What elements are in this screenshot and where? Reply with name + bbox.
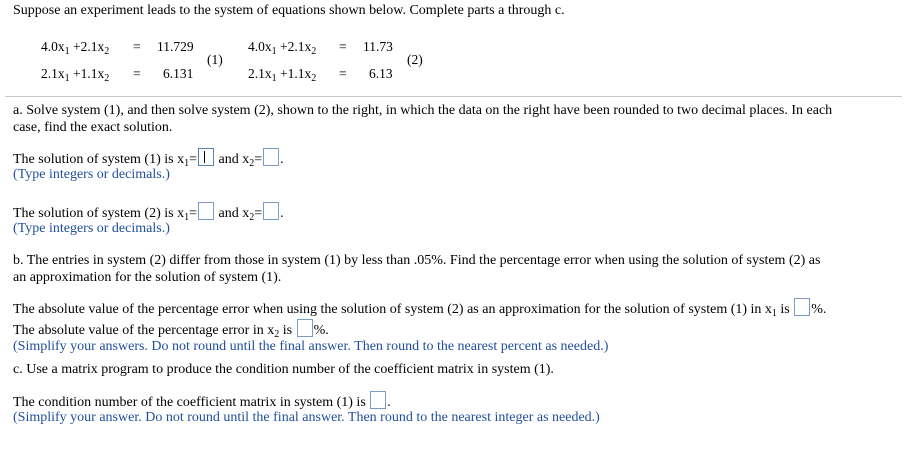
system2-x1-input[interactable]	[198, 202, 214, 220]
system2-row1-rhs: 11.73	[363, 39, 393, 54]
system1-row2-equals: =	[133, 66, 141, 81]
system1-row2: $2.1x_1 +1.1x_2$	[41, 66, 110, 84]
part-b-error2: The absolute value of the percentage error in $x_2$ is %.	[13, 319, 329, 339]
condition-number-input[interactable]	[370, 391, 386, 409]
part-a-solution2: The solution of system (2) is $x_1=$ and $x_2=$ .	[13, 202, 284, 222]
system2-label: (2)	[407, 52, 423, 67]
system2-row1: $4.0x_1 +2.1x_2$	[248, 39, 317, 57]
x2-percent-error-input[interactable]	[297, 319, 313, 337]
part-a-hint2: (Type integers or decimals.)	[13, 221, 170, 236]
part-c-hint: (Simplify your answer. Do not round until the final answer. Then round to the nearest integer as needed.)	[13, 410, 600, 425]
part-b-prompt-line2: an approximation for the solution of system (1).	[13, 270, 282, 285]
x1-percent-error-input[interactable]	[794, 298, 810, 316]
system1-x1-input[interactable]	[198, 148, 214, 166]
part-b-prompt-line1: b. The entries in system (2) differ from those in system (1) by less than .05%. Find the percentage error when using the solution of system (2) as	[13, 253, 821, 268]
part-b-hint: (Simplify your answers. Do not round until the final answer. Then round to the nearest percent as needed.)	[13, 339, 609, 354]
part-a-prompt-line2: case, find the exact solution.	[13, 120, 173, 135]
section-divider	[5, 96, 902, 97]
system2-row2-equals: =	[339, 66, 347, 81]
part-a-solution1: The solution of system (1) is $x_1=$ and $x_2=$ .	[13, 148, 284, 168]
system1-label: (1)	[207, 52, 223, 67]
part-a-prompt-line1: a. Solve system (1), and then solve system (2), shown to the right, in which the data on the right have been rounded to two decimal places. In each	[13, 103, 833, 118]
part-a-hint1: (Type integers or decimals.)	[13, 167, 170, 182]
part-b-error1: The absolute value of the percentage error when using the solution of system (2) as an approximation for the solution of system (1) in $x_1$ is %.	[13, 298, 826, 318]
system1-row1-rhs: 11.729	[157, 39, 194, 54]
system2-row1-equals: =	[339, 39, 347, 54]
part-c-prompt: c. Use a matrix program to produce the condition number of the coefficient matrix in system (1).	[13, 362, 554, 377]
system1-x2-input[interactable]	[263, 148, 279, 166]
part-c-answer: The condition number of the coefficient matrix in system (1) is .	[13, 391, 391, 411]
system1-row1: $4.0x_1 +2.1x_2$	[41, 39, 110, 57]
system2-row2-rhs: 6.13	[369, 66, 393, 81]
system2-row2: $2.1x_1 +1.1x_2$	[248, 66, 317, 84]
system1-row1-equals: =	[133, 39, 141, 54]
system1-row2-rhs: 6.131	[163, 66, 194, 81]
system2-x2-input[interactable]	[263, 202, 279, 220]
intro-text: Suppose an experiment leads to the system of equations shown below. Complete parts a through c.	[13, 3, 565, 18]
